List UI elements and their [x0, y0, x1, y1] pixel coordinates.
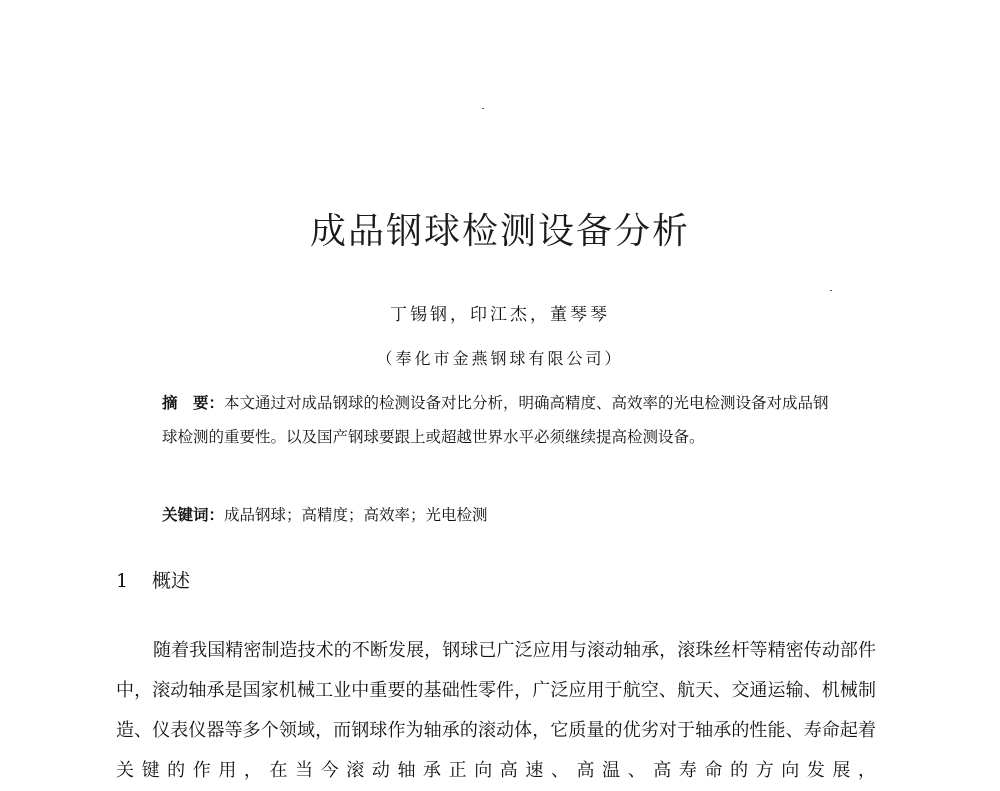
scan-speck [482, 108, 484, 109]
section-title: 概述 [152, 570, 191, 592]
abstract [162, 386, 842, 454]
keywords-label: 关键词： [162, 506, 225, 524]
keywords-text: 成品钢球；高精度；高效率；光电检测 [224, 506, 488, 524]
keywords [162, 503, 488, 525]
paper-affiliation: （奉化市金燕钢球有限公司） [376, 349, 624, 368]
body-paragraph: 随着我国精密制造技术的不断发展，钢球已广泛应用与滚动轴承，滚珠丝杆等精密传动部件中，滚动轴承是国家机械工业中重要的基础性零件，广泛应用于航空、航天、交通运输、机械制造、仪表仪器等多个领域，而钢球作为轴承的滚动体，它质量的优劣对于轴承的性能、寿命起着关键的作用，在当今滚动轴承正向高速、高温、高寿命的方向发展， [116, 640, 876, 781]
paper-title: 成品钢球检测设备分析 [309, 211, 690, 252]
scan-speck [830, 290, 832, 291]
section-number: 1 [116, 570, 129, 592]
section-heading [116, 566, 190, 593]
abstract-label: 摘 要： [162, 394, 225, 412]
paper-authors: 丁锡钢，印江杰，董琴琴 [390, 305, 610, 325]
abstract-text: 本文通过对成品钢球的检测设备对比分析，明确高精度、高效率的光电检测设备对成品钢球检测的重要性。以及国产钢球要跟上或超越世界水平必须继续提高检测设备。 [162, 394, 829, 446]
